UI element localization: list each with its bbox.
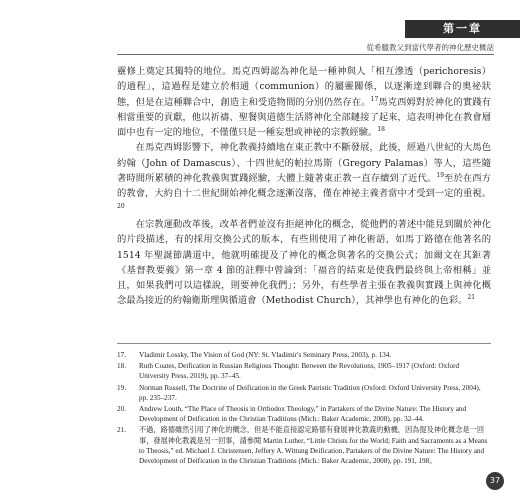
footnote-text: 不過，路德雖然引用了神化的概念，但是不能直接認定路德有發展神化教義的動機，因為提及神化概念是一回事，發展神化教義是另一回事，請參閱 Martin Luther, “Little Christs for the World; Faith and Sacraments as a Means to Theosis,” ed. Michael J. Christensen, Jeffery A. Wittung Deification, Partakers of the Divine Nature: The History and Development of Deification in the Christian Traditions (Mich.: Baker Academic, 2008), pp. 191, 198。 (139, 426, 488, 466)
footnote-text: Vladimir Lossky, The Vision of God (NY: St. Vladimir's Seminary Press, 2003), p. 134. (139, 351, 392, 359)
paragraph-3-text-a: 在宗教運動改革後，改革者們並沒有拒絕神化的概念，從他們的著述中能見到關於神化的片段描述，有的採用交換公式的版本，有些則使用了神化術語，如馬丁路德在他著名的 1514 年聖誕節講道中，他就明確提及了神化的概念與著名的交換公式；加爾文在其鉅著《基督教要義》第一章 4 節的註釋中曾論到：「福音的結束是使我們最終與上帝相稱」並且，如果我們可以這樣說，則要神化我們」；另外，有些學者主張在教義與實踐上與神化概念最為接近的約翰衛斯理與循道會（Methodist Church），其神學也有神化的色彩。 (117, 218, 491, 307)
footnote-item (117, 383, 491, 403)
header-divider (117, 54, 494, 55)
paragraph-2-text-a: 在馬克西姆影響下，神化教義持續地在東正教中不斷發展，此後，經過八世紀的大馬色約翰（John of Damascus）、十四世紀的帕拉馬斯（Gregory Palamas）等人，這些隨著時間所累積的神化教義與實踐經驗，大體上隨著東正教一直存續到了近代。 (117, 142, 491, 185)
running-header-subtitle: 從希臘教父到當代學者的神化歷史概話 (366, 43, 494, 52)
paragraph-2-text-b: 至於在西方的教會，大約自十二世紀開始神化概念逐漸沒落，僅在神祕主義者當中才受到一定的重視。 (117, 173, 491, 200)
footnote-item (117, 361, 491, 381)
page-number-badge: 37 (486, 472, 504, 490)
paragraph-2 (117, 140, 491, 216)
footnote-text: Norman Russell, The Doctrine of Deification in the Greek Patristic Tradition (Oxford: Oxford University Press, 2004), pp. 235–237. (139, 383, 481, 402)
chapter-label: 第一章 (405, 20, 520, 38)
footnote-number: 20. (117, 405, 126, 414)
footnote-number: 18. (117, 362, 126, 371)
footnote-ref-20: 20 (117, 202, 125, 210)
footnote-number: 17. (117, 351, 126, 359)
footnote-ref-17: 17 (370, 95, 379, 103)
footnote-text: Ruth Coates, Deification in Russian Religious Thought: Between the Revolutions, 1905–1917 (Oxford: Oxford University Press, 2019), pp. 37–45. (139, 362, 460, 381)
footnote-item (117, 404, 491, 424)
footnote-ref-18: 18 (377, 126, 385, 134)
paragraph-3 (117, 217, 491, 309)
footnote-item (117, 425, 491, 466)
footnote-ref-19: 19 (436, 172, 445, 180)
paragraph-1 (117, 64, 491, 140)
footnote-number: 19. (117, 383, 126, 392)
paragraph-1-text-b: 馬克西姆對於神化的實踐有相當重要的貢獻，他以祈禱、聖餐與道德生活將神化全部鏈接了起來，這表明神化在教會層面中也有一定的地位，不僅僅只是一種妄想或神祕的宗教經驗。 (117, 96, 491, 139)
paragraph-1-text-a: 靈修上奠定其獨特的地位。馬克西姆認為神化是一種神與人「相互滲透（perichoresis）的過程」，這過程是建立於相通（communion）的屬靈關係，以逐漸達到聯合的奧祕狀態，但是在這種聯合中，創造主和受造物間的分別仍然存在。 (117, 66, 491, 108)
footnotes (117, 350, 491, 467)
footnote-text: Andrew Louth, “The Place of Theosis in Orthodox Theology,” in Partakers of the Divine Nature: The History and Development of Deification in the Christian Traditions (Mich.: Baker Academic, 2008), pp. 32–44. (139, 405, 467, 424)
footnote-item (117, 350, 491, 360)
main-text (117, 64, 491, 309)
footnote-number: 21. (117, 426, 126, 435)
footnote-divider (117, 343, 491, 344)
footnote-ref-21: 21 (467, 294, 476, 302)
